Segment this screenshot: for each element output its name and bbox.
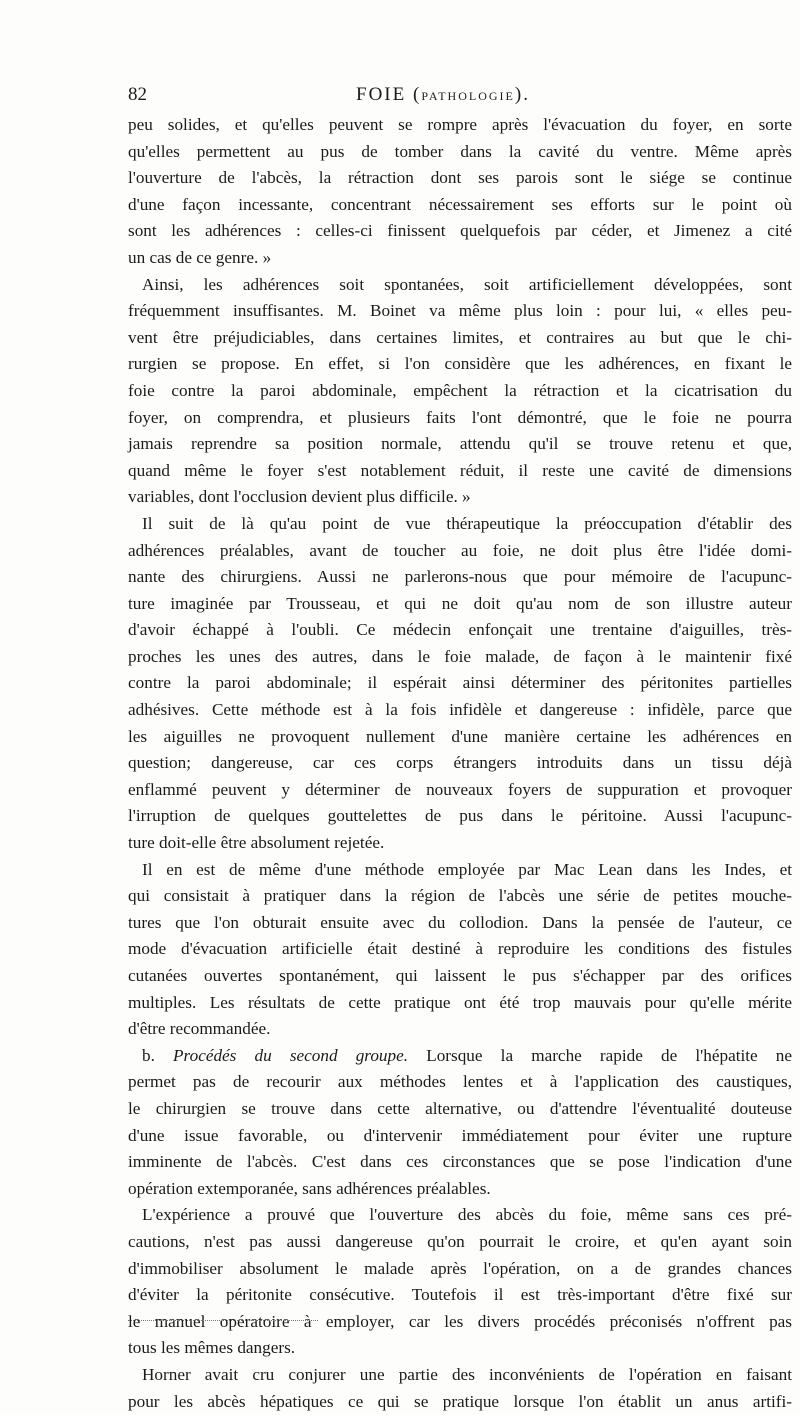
text-line	[128, 670, 792, 697]
text-line	[128, 165, 792, 192]
text-line-content: les aiguilles ne provoquent nullement d'une manière certaine les adhérences en	[128, 724, 792, 751]
text-line	[128, 431, 792, 458]
text-line	[128, 405, 792, 432]
section-text: Lorsque la marche rapide de l'hépatite ne	[408, 1046, 792, 1065]
text-line-content: le manuel opératoire à employer, car les divers procédés préconisés n'offrent pas	[128, 1309, 792, 1336]
text-line	[128, 351, 792, 378]
text-line-content: d'une façon incessante, concentrant nécessairement ses efforts sur le point où	[128, 192, 792, 219]
text-line	[128, 724, 792, 751]
text-line-content: foie contre la paroi abdominale, empêchent la rétraction et la cicatrisation du	[128, 378, 792, 405]
text-line	[128, 1096, 792, 1123]
text-line	[128, 458, 792, 485]
text-line	[128, 1149, 792, 1176]
text-line-content: permet pas de recourir aux méthodes lentes et à l'application des caustiques,	[128, 1069, 792, 1096]
text-line-content: d'une issue favorable, ou d'intervenir immédiatement pour éviter une rupture	[128, 1123, 792, 1150]
text-line-content: proches les unes des autres, dans le foie malade, de façon à le maintenir fixé	[128, 644, 792, 671]
text-line-content: question; dangereuse, car ces corps étrangers introduits dans un tissu déjà	[128, 750, 792, 777]
running-title	[356, 84, 530, 106]
text-line	[128, 697, 792, 724]
text-line-content: d'être recommandée.	[128, 1016, 792, 1043]
text-line-content: pour les abcès hépatiques ce qui se pratique lorsque l'on établit un anus artifi-	[128, 1389, 792, 1415]
text-line-content: d'immobiliser absolument le malade après l'opération, on a de grandes chances	[128, 1256, 792, 1283]
body-text	[128, 112, 792, 1415]
text-line	[128, 1176, 792, 1203]
text-line-content: L'expérience a prouvé que l'ouverture des abcès du foie, même sans ces pré-	[128, 1202, 792, 1229]
text-line-content: d'avoir échappé à l'oubli. Ce médecin enfonçait une trentaine d'aiguilles, très-	[128, 617, 792, 644]
running-title-end: ).	[515, 84, 530, 105]
text-line-content: l'ouverture de l'abcès, la rétraction dont ses parois sont le siége se continue	[128, 165, 792, 192]
text-line-content: Horner avait cru conjurer une partie des inconvénients de l'opération en faisant	[128, 1362, 792, 1389]
text-line-content: nante des chirurgiens. Aussi ne parlerons-nous que pour mémoire de l'acupunc-	[128, 564, 792, 591]
text-line	[128, 564, 792, 591]
text-line-content: contre la paroi abdominale; il espérait ainsi déterminer des péritonites partielles	[128, 670, 792, 697]
text-line	[128, 591, 792, 618]
text-line-content: jamais reprendre sa position normale, attendu qu'il se trouve retenu et que,	[128, 431, 792, 458]
text-line	[128, 803, 792, 830]
text-line-content: qui consistait à pratiquer dans la région de l'abcès une série de petites mouche-	[128, 883, 792, 910]
text-line	[128, 192, 792, 219]
text-line-content: Il suit de là qu'au point de vue thérapeutique la préoccupation d'établir des	[128, 511, 792, 538]
text-line	[128, 1202, 792, 1229]
text-line	[128, 1282, 792, 1309]
text-line-content: tous les mêmes dangers.	[128, 1335, 792, 1362]
text-line-content: ture doit-elle être absolument rejetée.	[128, 830, 792, 857]
text-line-content: cutanées ouvertes spontanément, qui laissent le pus s'échapper par des orifices	[128, 963, 792, 990]
text-line	[128, 857, 792, 884]
text-line	[128, 830, 792, 857]
text-line	[128, 272, 792, 299]
text-line	[128, 218, 792, 245]
text-line-content: d'éviter la péritonite consécutive. Toutefois il est très-important d'être fixé sur	[128, 1282, 792, 1309]
footer-divider	[128, 1320, 318, 1323]
text-line-content: Il en est de même d'une méthode employée par Mac Lean dans les Indes, et	[128, 857, 792, 884]
text-line-content: tures que l'on obturait ensuite avec du collodion. Dans la pensée de l'auteur, ce	[128, 910, 792, 937]
text-line	[128, 750, 792, 777]
text-line	[128, 936, 792, 963]
text-line-content: peu solides, et qu'elles peuvent se rompre après l'évacuation du foyer, en sorte	[128, 112, 792, 139]
text-line-content: l'irruption de quelques gouttelettes de pus dans le péritoine. Aussi l'acupunc-	[128, 803, 792, 830]
page-header	[128, 84, 792, 114]
text-line	[128, 644, 792, 671]
text-line-content: mode d'évacuation artificielle était destiné à reproduire les conditions des fistules	[128, 936, 792, 963]
text-line	[128, 538, 792, 565]
text-line-content: le chirurgien se trouve dans cette alternative, ou d'attendre l'éventualité douteuse	[128, 1096, 792, 1123]
text-line-content: sont les adhérences : celles-ci finissent quelquefois par céder, et Jimenez a cité	[128, 218, 792, 245]
text-line	[128, 1389, 792, 1415]
text-line-content: quand même le foyer s'est notablement réduit, il reste une cavité de dimensions	[128, 458, 792, 485]
text-line	[128, 1016, 792, 1043]
text-line	[128, 1123, 792, 1150]
section-heading-italic: Procédés du second groupe.	[173, 1046, 408, 1065]
text-line	[128, 910, 792, 937]
text-line	[128, 1229, 792, 1256]
text-line-content: fréquemment insuffisantes. M. Boinet va même plus loin : pour lui, « elles peu-	[128, 298, 792, 325]
text-line	[128, 245, 792, 272]
text-line	[128, 511, 792, 538]
text-line-content: un cas de ce genre. »	[128, 245, 792, 272]
text-line	[128, 298, 792, 325]
text-line-content: imminente de l'abcès. C'est dans ces circonstances que se pose l'indication d'une	[128, 1149, 792, 1176]
text-line	[128, 1256, 792, 1283]
text-line-content: opération extemporanée, sans adhérences préalables.	[128, 1176, 792, 1203]
running-title-subject: PATHOLOGIE	[421, 89, 515, 103]
text-line-content: cautions, n'est pas aussi dangereuse qu'on pourrait le croire, et qu'en ayant soin	[128, 1229, 792, 1256]
text-line-content: ture imaginée par Trousseau, et qui ne doit qu'au nom de son illustre auteur	[128, 591, 792, 618]
text-line	[128, 990, 792, 1017]
text-line-content	[128, 1043, 792, 1070]
text-line	[128, 325, 792, 352]
text-line	[128, 883, 792, 910]
running-title-main: FOIE (	[356, 84, 421, 105]
text-line	[128, 777, 792, 804]
text-line-content: foyer, on comprendra, et plusieurs faits l'ont démontré, que le foie ne pourra	[128, 405, 792, 432]
text-line	[128, 1362, 792, 1389]
page-number: 82	[128, 84, 147, 106]
text-line	[128, 617, 792, 644]
text-line-content: Ainsi, les adhérences soit spontanées, soit artificiellement développées, sont	[128, 272, 792, 299]
text-line-content: vent être préjudiciables, dans certaines limites, et contraires au but que le chi-	[128, 325, 792, 352]
text-line	[128, 112, 792, 139]
section-marker: b.	[142, 1046, 173, 1065]
text-line-content: adhésives. Cette méthode est à la fois infidèle et dangereuse : infidèle, parce que	[128, 697, 792, 724]
text-line-content: qu'elles permettent au pus de tomber dans la cavité du ventre. Même après	[128, 139, 792, 166]
text-line	[128, 139, 792, 166]
text-line	[128, 484, 792, 511]
text-line	[128, 963, 792, 990]
text-line	[128, 1043, 792, 1070]
text-line	[128, 1069, 792, 1096]
text-line-content: rurgien se propose. En effet, si l'on considère que les adhérences, en fixant le	[128, 351, 792, 378]
text-line-content: enflammé peuvent y déterminer de nouveaux foyers de suppuration et provoquer	[128, 777, 792, 804]
text-line-content: adhérences préalables, avant de toucher au foie, ne doit plus être l'idée domi-	[128, 538, 792, 565]
text-line-content: multiples. Les résultats de cette pratique ont été trop mauvais pour qu'elle mérite	[128, 990, 792, 1017]
text-line	[128, 378, 792, 405]
text-line-content: variables, dont l'occlusion devient plus difficile. »	[128, 484, 792, 511]
